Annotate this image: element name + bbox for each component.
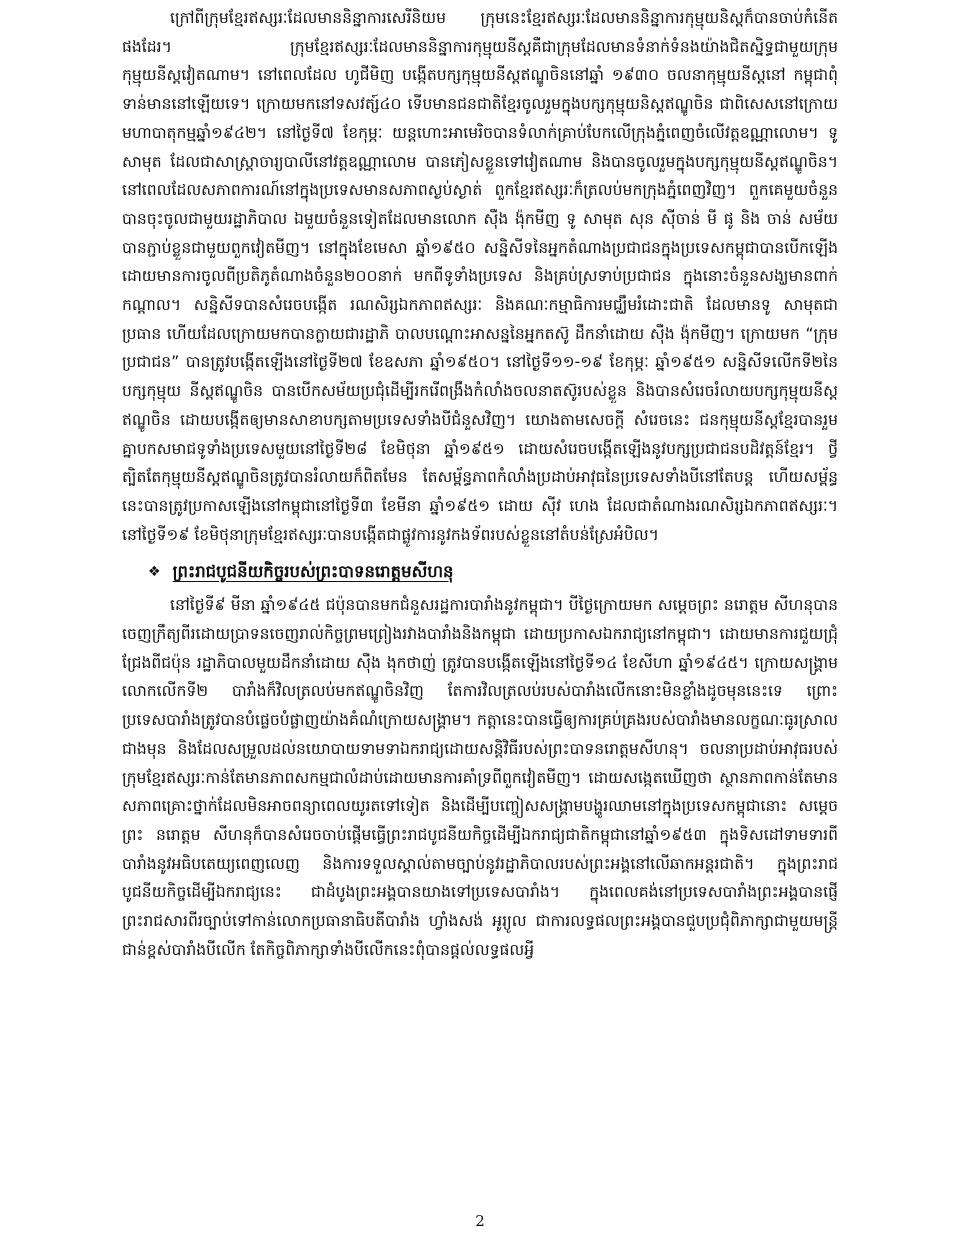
diamond-bullet-icon: ❖ bbox=[148, 564, 161, 581]
paragraph-khmer-issarak-communist: ក្រៅពីក្រុមខ្មែរឥស្សរៈដែលមាននិន្នាការសេរីនិយម ក្រុមនេះខ្មែរឥស្សរៈដែលមាននិន្នាការកុម្មុយនិស្តក៏បានចាប់កំនើតផងដែរ។ ក្រុមខ្មែរឥស្សរៈដែលមាននិន្នាការកុម្មុយនីស្តគឺជាក្រុមដែលមានទំនាក់ទំនងយ៉ាងជិតស្និទ្ធជាមួយក្រុមកុម្មុយនីស្តវៀតណាម។ នៅពេលដែល ហូជីមិញ បង្កើតបក្សកុម្មុយនីស្តឥណ្ឌូចិននៅឆ្នាំ ១៩៣០ ចលនាកុម្មុយនីស្តនៅ កម្ពុជាពុំទាន់មាននៅឡើយទេ។ ក្រោយមកនៅទសវត្ស៍៤០ ទើបមានជនជាតិខ្មែរចូលរួមក្នុងបក្សកុម្មុយនិស្តឥណ្ឌូចិន ជាពិសេសនៅក្រោយមហាបាតុកម្មឆ្នាំ១៩៤២។ នៅថ្ងៃទី៧ ខែកុម្ភៈ យន្តហោះអាមេរិចបានទំលាក់គ្រាប់បែកលើក្រុងភ្នំពេញចំលើវត្តឧណ្ណាលោម។ ទូ សាមុត ដែលជាសាស្ត្រាចារ្យបាលីនៅវត្តឧណ្ណាលោម បានភៀសខ្លួនទៅវៀតណាម និងបានចូលរួមក្នុងបក្សកុម្មុយនីស្តឥណ្ឌូចិន។ នៅពេលដែលសភាពការណ៍នៅក្នុងប្រទេសមានសភាពស្ងប់ស្ងាត់ ពួកខ្មែរឥស្សរៈក៏ត្រលប់មកក្រុងភ្នំពេញវិញ។ ពួកគេមួយចំនួនបានចុះចូលជាមួយរដ្ឋាភិបាល ឯមួយចំនួនទៀតដែលមានលោក ស៊ឺង ង៉ុកមីញ ទូ សាមុត សុន ស៊ីចាន់ មី ផូ និង ចាន់ សម័យបានភ្ជាប់ខ្លួនជាមួយពួកវៀតមីញ។ នៅក្នុងខែមេសា ឆ្នាំ១៩៥០ សន្និសីទនៃអ្នកតំណាងប្រជាជនក្នុងប្រទេសកម្ពុជាបានបើកឡើង ដោយមានការចូលពីប្រតិភូតំណាងចំនួន២០០នាក់ មកពីទូទាំងប្រទេស និងគ្រប់ស្រទាប់ប្រជាជន ក្នុងនោះចំនួនសង្ឃមានពាក់កណ្តាល។ សន្និសីទបានសំរេចបង្កើត រណសិរ្សឯកភាពឥស្សរៈ និងគណៈកម្មាធិការមជ្ឈឹមរំដោះជាតិ ដែលមានទូ សាមុតជាប្រធាន ហើយដែលក្រោយមកបានក្លាយជារដ្ឋាភិ បាលបណ្តោះអាសន្ននៃអ្នកតស៊ូ ដឹកនាំដោយ ស៊ឺង ង៉ុកមីញ។ ក្រោយមក “ក្រុមប្រជាជន” បានត្រូវបង្កើតឡើងនៅថ្ងៃទី២៧ ខែឧសភា ឆ្នាំ១៩៥០។ នៅថ្ងៃទី១១-១៩ ខែកុម្ភៈ ឆ្នាំ១៩៥១ សន្និសីទលើកទី២នៃបក្សកុម្មុយ នីស្តឥណ្ឌូចិន បានបើកសម័យប្រជុំដើម្បីរករើពង្រឹងកំលាំងចលនាតស៊ូរបស់ខ្លួន និងបានសំរេចរំលាយបក្សកុម្មុយនីស្តឥណ្ឌូចិន ដោយបង្កើតឲ្យមានសាខាបក្សតាមប្រទេសទាំងបីជំនួសវិញ។ យោងតាមសេចក្តី សំរេចនេះ ជនកុម្មុយនីស្តខ្មែរបានរួមគ្នាបកសមាជទូទាំងប្រទេសមួយនៅថ្ងៃទី២៨ ខែមិថុនា ឆ្នាំ១៩៥១ ដោយសំរេចបង្កើតឡើងនូវបក្សប្រជាជនបដិវត្តន៍ខ្មែរ។ ថ្វីត្បិតតែកុម្មុយនីស្តឥណ្ឌូចិនត្រូវបានរំលាយក៏ពិតមែន តែសម្ព័ន្ធភាពកំលាំងប្រដាប់អាវុធនៃប្រទេសទាំងបីនៅតែបន្ត ហើយសម្ព័ន្ធនេះបានត្រូវប្រកាសឡើងនៅកម្ពុជានៅថ្ងៃទី៣ ខែមីនា ឆ្នាំ១៩៥១ ដោយ ស៊ីវ ហេង ដែលជាតំណាងរណសិរ្សឯកភាពឥស្សរៈ។ នៅថ្ងៃទី១៩ ខែមិថុនាក្រុមខ្មែរឥស្សរៈបានបង្កើតជាផ្លូវការនូវកងទ័ពរបស់ខ្លួននៅតំបន់ស្រែអំបិល។ bbox=[122, 9, 838, 544]
paragraph-royal-crusade: នៅថ្ងៃទី៩ មីនា ឆ្នាំ១៩៤៥ ជប៉ុនបានមកជំនួសរដ្ឋការបារាំងនូវកម្ពុជា។ បីថ្ងៃក្រោយមក សម្តេចព្រះ នរោត្តម សីហនុបានចេញក្រឹត្យពីរដោយប្រាទនចេញរាល់កិច្ចព្រមព្រៀងរវាងបារាំងនិងកម្ពុជា ដោយប្រកាសឯករាជ្យនៅកម្ពុជា។ ដោយមានការជួយជ្រុំជ្រែងពីជប៉ុន រដ្ឋាភិបាលមួយដឹកនាំដោយ ស៊ឺង ងុកថាញ់ ត្រូវបានបង្កើតឡើងនៅថ្ងៃទី១៤ ខែសីហា ឆ្នាំ១៩៤៥។ ក្រោយសង្គ្រាមលោកលើកទី២ បារាំងក៏វិលត្រលប់មកឥណ្ឌូចិនវិញ តែការវិលត្រលប់របស់បារាំងលើកនោះមិនខ្លាំងដូចមុននេះទេ ព្រោះប្រទេសបារាំងត្រូវបានបំផ្លេចបំផ្លាញយ៉ាងគំណំក្រោយសង្គ្រាម។ កត្តានេះបានធ្វើឲ្យការគ្រប់គ្រងរបស់បារាំងមានលក្ខណៈធូរស្រាលជាងមុន និងដែលសម្រួលដល់នយោបាយទាមទាឯករាជ្យដោយសន្តិវិធីរបស់ព្រះបាទនរោត្តមសីហនុ។ ចលនាប្រដាប់អាវុធរបស់ក្រុមខ្មែរឥស្សរៈកាន់តែមានភាពសកម្មជាលំដាប់ដោយមានការគាំទ្រពីពួកវៀតមីញ។ ដោយសង្កេតឃើញថា ស្ថានភាពកាន់តែមានសភាពគ្រោះថ្នាក់ដែលមិនអាចពន្យាពេលយូរតទៅទៀត និងដើម្បីបញ្ចៀសសង្គ្រាមបង្ហូរឈាមនៅក្នុងប្រទេសកម្ពុជានោះ សម្តេចព្រះ នរោត្តម សីហនុក៏បានសំរេចចាប់ផ្តើមធ្វើព្រះរាជបូជនីយកិច្ចដើម្បីឯករាជ្យជាតិកម្ពុជានៅឆ្នាំ១៩៥៣ ក្នុងទិសដៅទាមទារពីបារាំងនូវអធិបតេយ្យពេញលេញ និងការទទួលស្គាល់តាមច្បាប់នូវរដ្ឋាភិបាលរបស់ព្រះអង្គនៅលើឆាកអន្តរជាតិ។ ក្នុងព្រះរាជបូជនីយកិច្ចដើម្បីឯករាជ្យនេះ ជាដំបូងព្រះអង្គបានយាងទៅប្រទេសបារាំង។ ក្នុងពេលគង់នៅប្រទេសបារាំងព្រះអង្គបានផ្ញើព្រះរាជសារពីរច្បាប់ទៅកាន់លោកប្រធានាធិបតីបារាំង ហ្វាំងសង់ អូរ្យូល ជាការលទ្ធផលព្រះអង្គបានជួបប្រជុំពិភាក្សាជាមួយមន្ត្រីជាន់ខ្ពស់បារាំងបីលើក តែកិច្ចពិភាក្សាទាំងបីលើកនេះពុំបានផ្តល់លទ្ធផលអ្វី bbox=[122, 596, 838, 959]
section-heading-text: ព្រះរាជបូជនីយកិច្ចរបស់ព្រះបាទនរោត្តមសីហនុ bbox=[172, 562, 454, 582]
page-number: 2 bbox=[475, 1212, 485, 1230]
document-body bbox=[122, 4, 838, 965]
section-heading bbox=[148, 557, 838, 587]
